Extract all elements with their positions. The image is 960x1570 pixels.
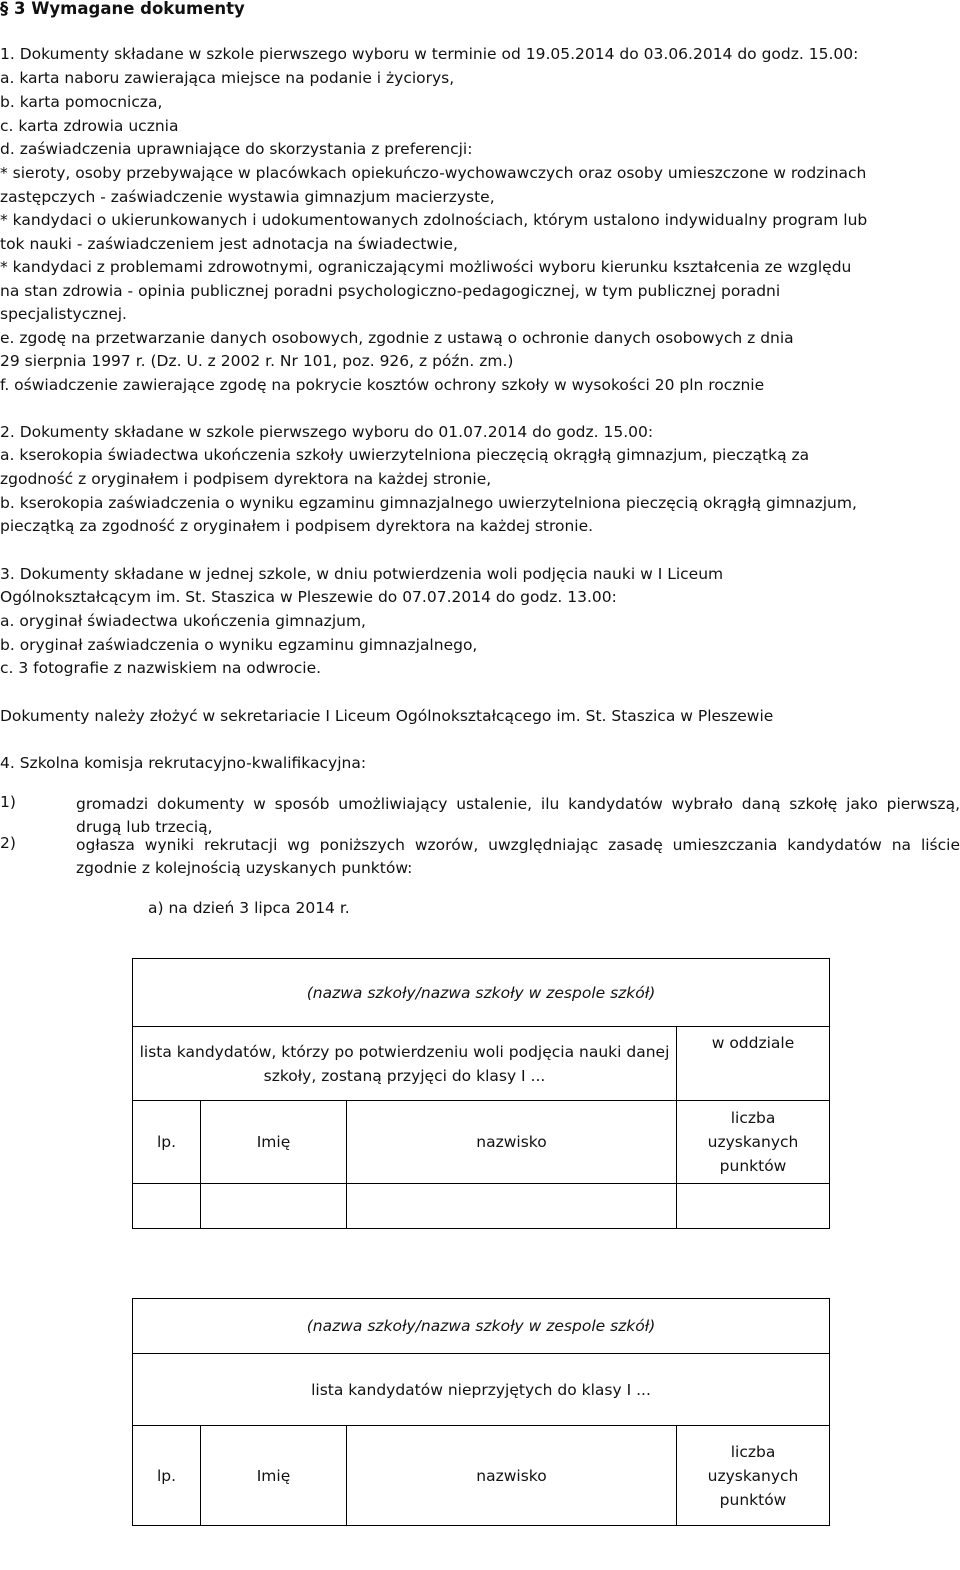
block2-line: b. kserokopia zaświadczenia o wyniku egzaminu gimnazjalnego uwierzytelniona pieczęcią okrągłą gimnazjum,	[0, 494, 857, 512]
schedule-date: a) na dzień 3 lipca 2014 r.	[148, 899, 350, 917]
block1-line: specjalistycznej.	[0, 305, 127, 323]
block2-line: 2. Dokumenty składane w szkole pierwszego wyboru do 01.07.2014 do godz. 15.00:	[0, 423, 654, 441]
col-points: liczba uzyskanych punktów	[677, 1101, 830, 1184]
admitted-list-table	[132, 958, 830, 1229]
block1-line: a. karta naboru zawierająca miejsce na podanie i życiorys,	[0, 69, 455, 87]
block1-line: zastępczych - zaświadczenie wystawia gimnazjum macierzyste,	[0, 188, 495, 206]
block2-line: pieczątką za zgodność z oryginałem i podpisem dyrektora na każdej stronie.	[0, 517, 594, 535]
block3-line: b. oryginał zaświadczenia o wyniku egzaminu gimnazjalnego,	[0, 636, 478, 654]
block1-line: f. oświadczenie zawierające zgodę na pokrycie kosztów ochrony szkoły w wysokości 20 pln rocznie	[0, 376, 765, 394]
block1-line: * sieroty, osoby przebywające w placówkach opiekuńczo-wychowawczych oraz osoby umieszczone w rodzinach	[0, 164, 867, 182]
block3-line: Ogólnokształcącym im. St. Staszica w Pleszewie do 07.07.2014 do godz. 13.00:	[0, 588, 617, 606]
school-name-cell: (nazwa szkoły/nazwa szkoły w zespole szkół)	[133, 1299, 830, 1354]
block2-line: a. kserokopia świadectwa ukończenia szkoły uwierzytelniona pieczęcią okrągłą gimnazjum, pieczątką za	[0, 446, 810, 464]
block1-line: na stan zdrowia - opinia publicznej poradni psychologiczno-pedagogicznej, w tym publicznej poradni	[0, 282, 781, 300]
block1-line: 29 sierpnia 1997 r. (Dz. U. z 2002 r. Nr 101, poz. 926, z późn. zm.)	[0, 352, 514, 370]
col-points: liczba uzyskanych punktów	[677, 1426, 830, 1526]
block1-line: 1. Dokumenty składane w szkole pierwszego wyboru w terminie od 19.05.2014 do 03.06.2014 do godz. 15.00:	[0, 45, 859, 63]
item-text: ogłasza wyniki rekrutacji wg poniższych wzorów, uwzględniając zasadę umieszczania kandydatów na liście zgodnie z kolejnością uzyskanych punktów:	[76, 836, 960, 877]
block2-line: zgodność z oryginałem i podpisem dyrektora na każdej stronie,	[0, 470, 492, 488]
section-title: § 3 Wymagane dokumenty	[0, 0, 245, 18]
block1-line: e. zgodę na przetwarzanie danych osobowych, zgodnie z ustawą o ochronie danych osobowych z dnia	[0, 329, 794, 347]
list-caption-cell: lista kandydatów, którzy po potwierdzeniu woli podjęcia nauki danej szkoły, zostaną przyjęci do klasy I ...	[133, 1027, 677, 1101]
col-surname: nazwisko	[347, 1426, 677, 1526]
col-surname: nazwisko	[347, 1101, 677, 1184]
block1-line: d. zaświadczenia uprawniające do skorzystania z preferencji:	[0, 140, 473, 158]
item-text: gromadzi dokumenty w sposób umożliwiający ustalenie, ilu kandydatów wybrało daną szkołę jako pierwszą, drugą lub trzecią,	[76, 795, 960, 836]
empty-cell	[133, 1184, 201, 1229]
empty-cell	[347, 1184, 677, 1229]
block1-line: * kandydaci z problemami zdrowotnymi, ograniczającymi możliwości wyboru kierunku kształcenia ze względu	[0, 258, 852, 276]
block3-line: 3. Dokumenty składane w jednej szkole, w dniu potwierdzenia woli podjęcia nauki w I Liceum	[0, 565, 724, 583]
col-lp: lp.	[133, 1426, 201, 1526]
block3-line: a. oryginał świadectwa ukończenia gimnazjum,	[0, 612, 366, 630]
list-caption-cell: lista kandydatów nieprzyjętych do klasy I ...	[133, 1354, 830, 1426]
block1-line: * kandydaci o ukierunkowanych i udokumentowanych zdolnościach, którym ustalono indywidualny program lub	[0, 211, 868, 229]
block1-line: tok nauki - zaświadczeniem jest adnotacja na świadectwie,	[0, 235, 458, 253]
rejected-list-table	[132, 1298, 830, 1526]
item-number: 2)	[0, 834, 16, 852]
block3-line: c. 3 fotografie z nazwiskiem na odwrocie.	[0, 659, 322, 677]
block4-heading: 4. Szkolna komisja rekrutacyjno-kwalifikacyjna:	[0, 754, 367, 772]
school-name-cell: (nazwa szkoły/nazwa szkoły w zespole szkół)	[133, 959, 830, 1027]
block1-line: c. karta zdrowia ucznia	[0, 117, 179, 135]
submission-note: Dokumenty należy złożyć w sekretariacie I Liceum Ogólnokształcącego im. St. Staszica w Pleszewie	[0, 707, 774, 725]
empty-cell	[201, 1184, 347, 1229]
col-name: Imię	[201, 1426, 347, 1526]
item-number: 1)	[0, 793, 16, 811]
block1-line: b. karta pomocnicza,	[0, 93, 163, 111]
col-name: Imię	[201, 1101, 347, 1184]
empty-cell	[677, 1184, 830, 1229]
class-caption-cell: w oddziale	[677, 1027, 830, 1101]
col-lp: lp.	[133, 1101, 201, 1184]
